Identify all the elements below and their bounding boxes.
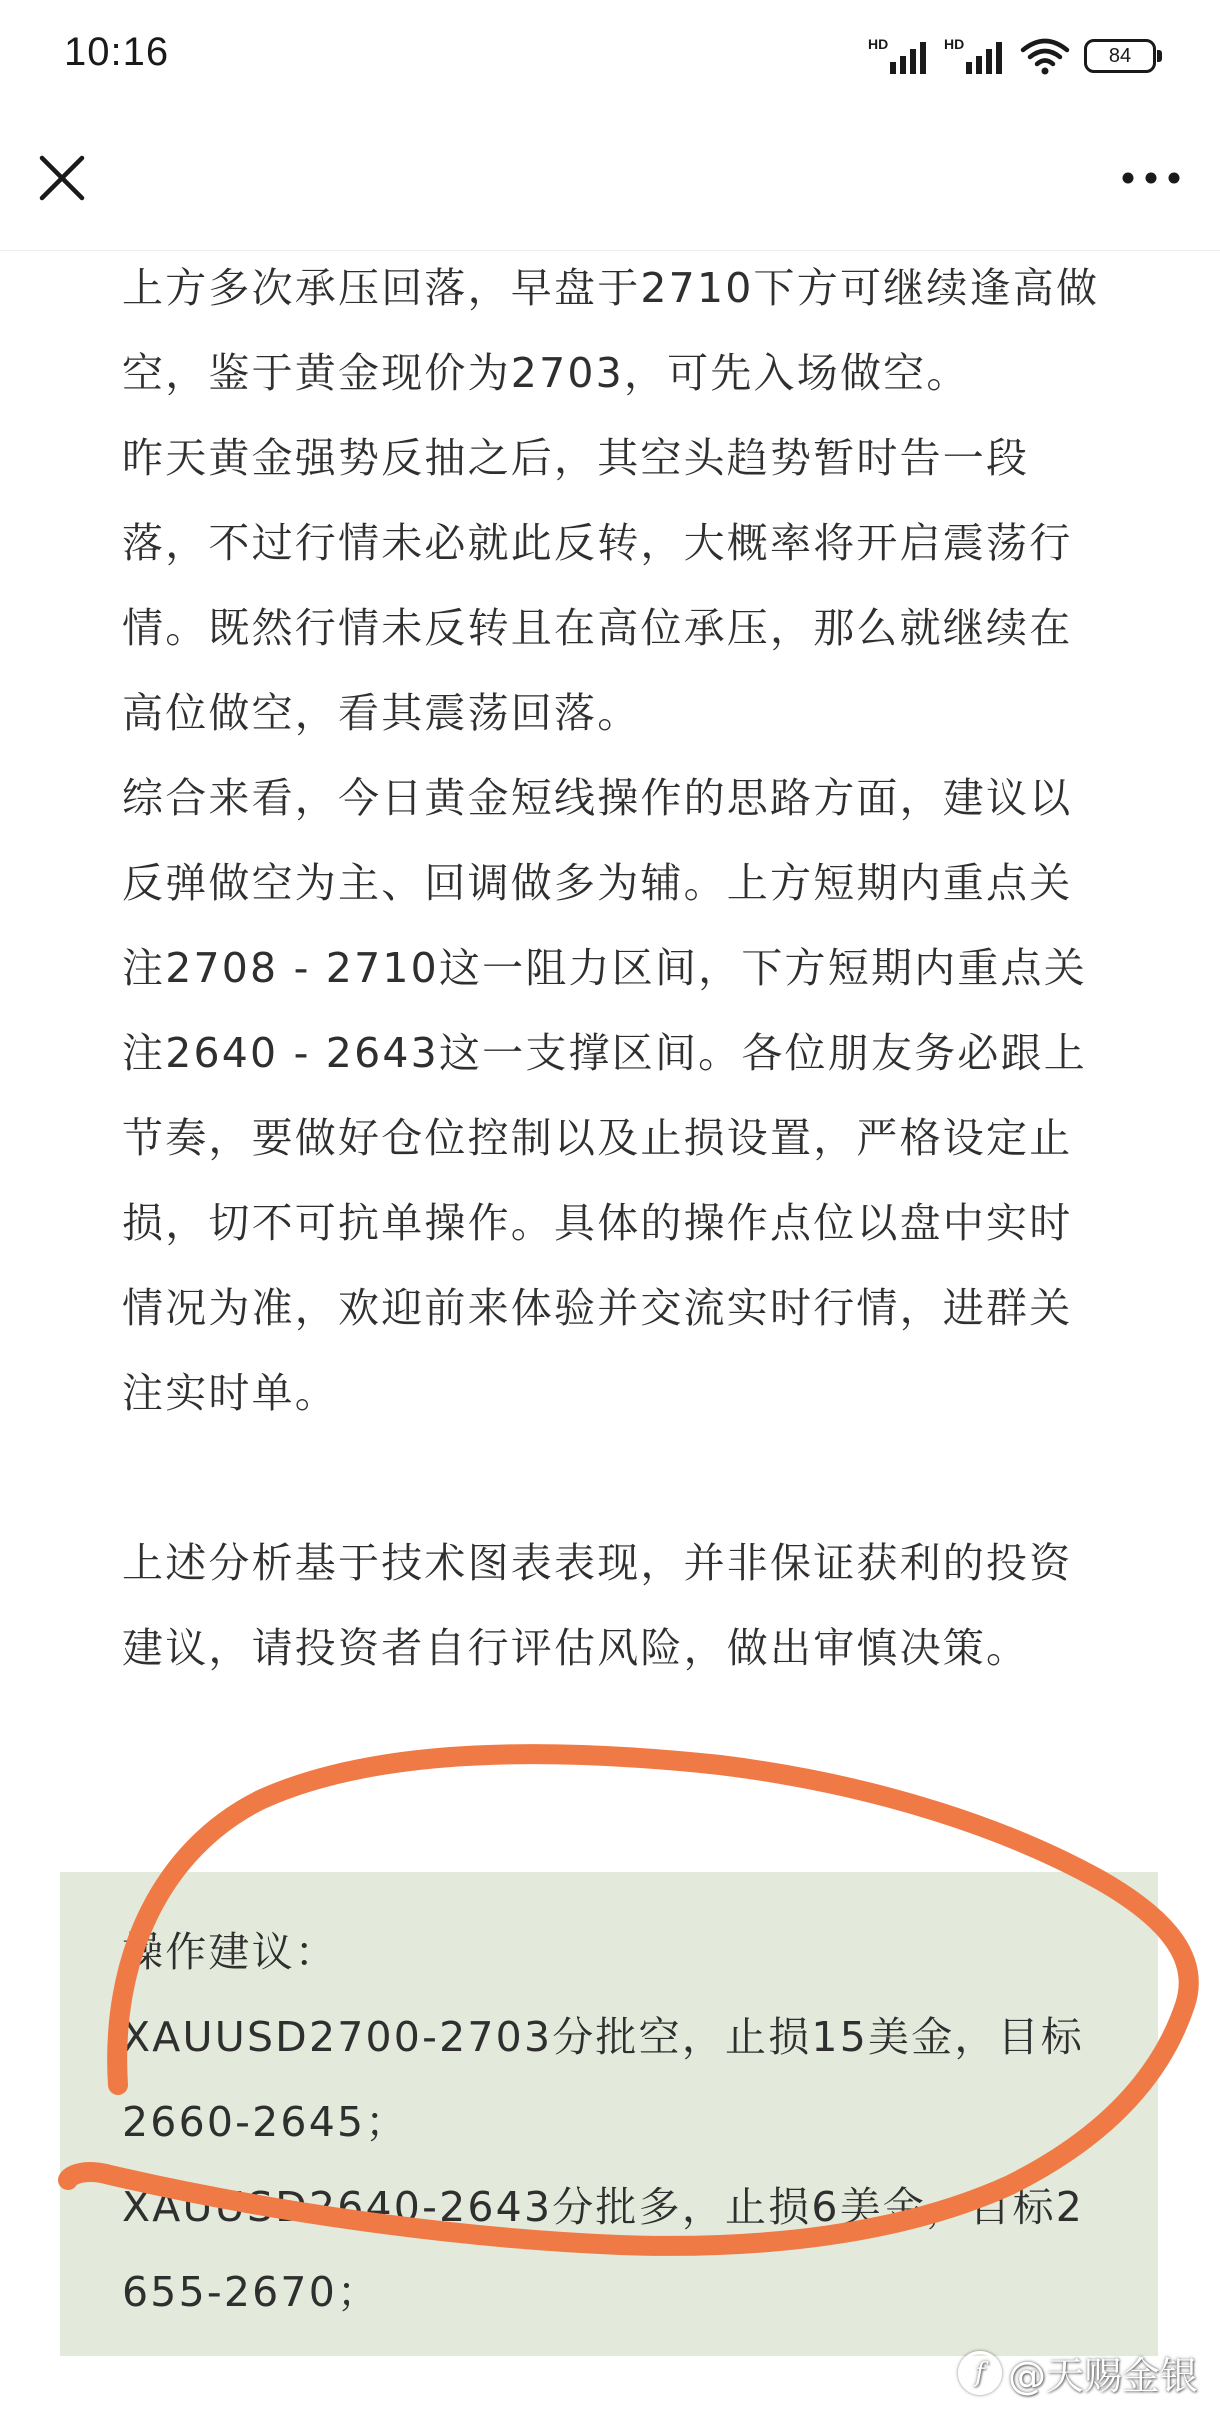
article-paragraph-2: 昨天黄金强势反抽之后，其空头趋势暂时告一段落，不过行情未必就此反转，大概率将开启震荡行情。既然行情未反转且在高位承压，那么就继续在高位做空，看其震荡回落。	[122, 434, 1073, 737]
article-paragraph-3: 综合来看，今日黄金短线操作的思路方面，建议以反弹做空为主、回调做多为辅。上方短期内重点关注2708 - 2710这一阻力区间，下方短期内重点关注2640 - 2643这一支撑区间。各位朋友务必跟上节奏，要做好仓位控制以及止损设置，严格设定止损，切不可抗单操作。具体的操作点位以盘中实时情况为准，欢迎前来体验并交流实时行情，进群关注实时单。	[122, 774, 1087, 1417]
cellular-signal-icon	[868, 36, 930, 76]
suggestion-item-long: XAUUSD2640-2643分批多，止损6美金，目标2655-2670；	[122, 2183, 1084, 2316]
article-body	[122, 246, 1102, 1691]
hd-label-2: HD	[944, 36, 965, 52]
suggestion-heading: 操作建议：	[122, 1928, 338, 1976]
cellular-signal-icon-2	[944, 36, 1006, 76]
watermark-logo-icon: f	[958, 2351, 1002, 2395]
source-watermark	[958, 2345, 1198, 2400]
battery-icon: 84	[1084, 39, 1156, 73]
status-icons	[868, 36, 1156, 76]
nav-bar	[0, 110, 1220, 251]
disclaimer-paragraph: 上述分析基于技术图表表现，并非保证获利的投资建议，请投资者自行评估风险，做出审慎决策。	[122, 1539, 1073, 1672]
article-paragraph-1: 上方多次承压回落，早盘于2710下方可继续逢高做空，鉴于黄金现价为2703，可先入场做空。	[122, 264, 1100, 397]
status-time: 10:16	[64, 30, 170, 74]
wifi-icon	[1020, 36, 1070, 76]
close-button[interactable]	[34, 150, 90, 206]
suggestion-item-short: XAUUSD2700-2703分批空，止损15美金，目标2660-2645；	[122, 2013, 1084, 2146]
hd-label: HD	[868, 36, 889, 52]
trade-suggestion-box	[60, 1872, 1158, 2356]
more-dots-icon	[1116, 150, 1186, 206]
more-options-button[interactable]	[1116, 150, 1186, 206]
watermark-text: @天赐金银	[1007, 2354, 1198, 2398]
status-bar	[0, 0, 1220, 110]
close-icon	[34, 150, 90, 206]
